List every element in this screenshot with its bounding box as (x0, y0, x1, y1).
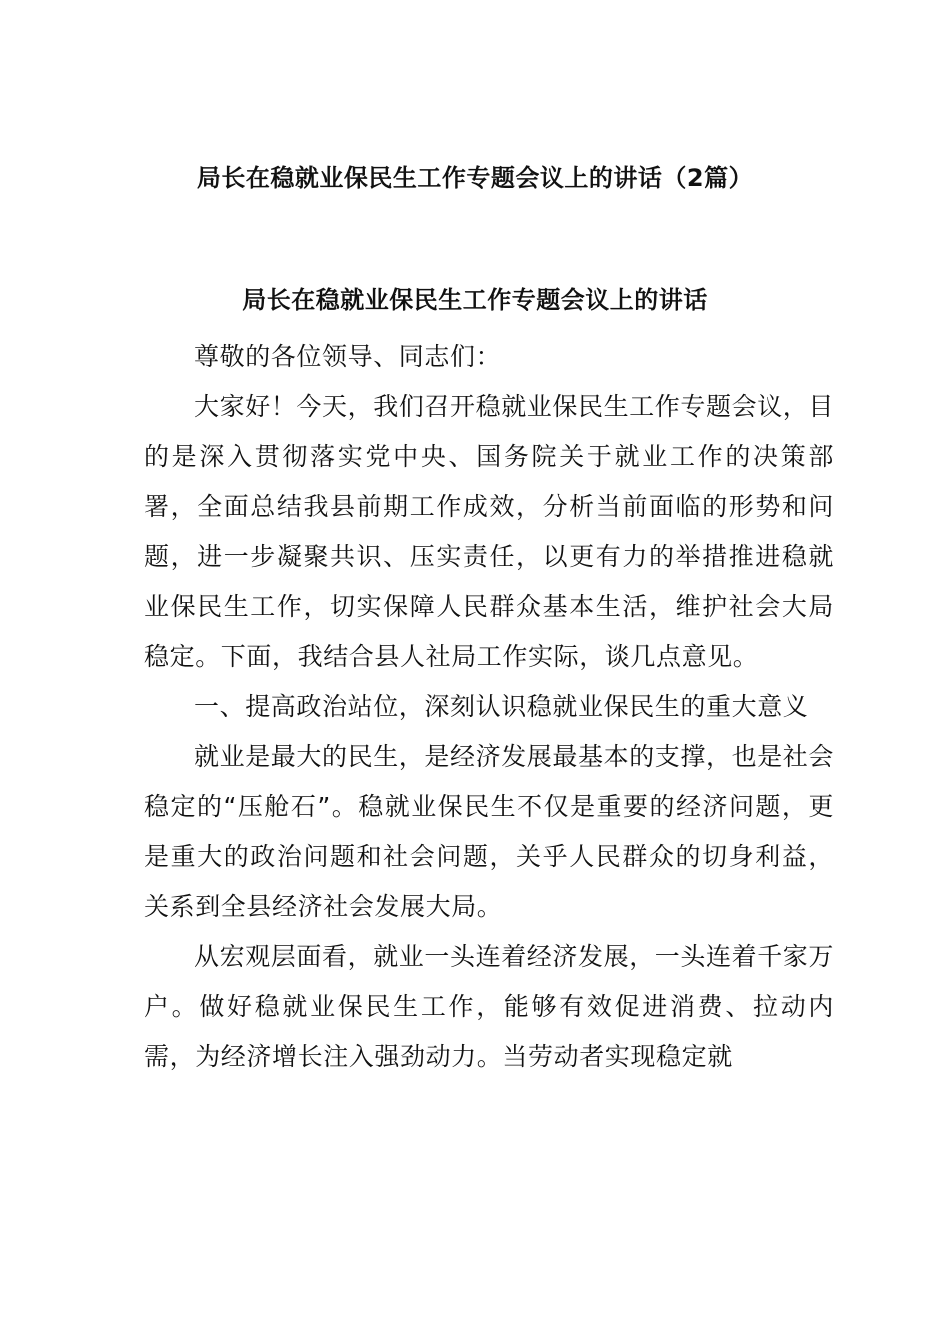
heading-paragraph: 一、提高政治站位，深刻认识稳就业保民生的重大意义 (194, 692, 809, 721)
body-paragraph: 就业是最大的民生，是经济发展最基本的支撑，也是社会稳定的“压舱石”。稳就业保民生不仅是重要的经济问题，更是重大的政治问题和社会问题，关乎人民群众的切身利益，关系到全县经济社会发展大局。 (144, 742, 835, 921)
body-paragraph: 从宏观层面看，就业一头连着经济发展，一头连着千家万户。做好稳就业保民生工作，能够有效促进消费、拉动内需，为经济增长注入强劲动力。当劳动者实现稳定就 (144, 942, 835, 1071)
body-paragraph: 大家好！今天，我们召开稳就业保民生工作专题会议，目的是深入贯彻落实党中央、国务院关于就业工作的决策部署，全面总结我县前期工作成效，分析当前面临的形势和问题，进一步凝聚共识、压实责任，以更有力的举措推进稳就业保民生工作，切实保障人民群众基本生活，维护社会大局稳定。下面，我结合县人社局工作实际，谈几点意见。 (144, 392, 835, 671)
document-body (144, 332, 834, 1082)
section-title: 局长在稳就业保民生工作专题会议上的讲话 (242, 286, 708, 314)
salutation-paragraph: 尊敬的各位领导、同志们： (194, 342, 502, 371)
document-title: 局长在稳就业保民生工作专题会议上的讲话（2篇） (196, 164, 754, 192)
